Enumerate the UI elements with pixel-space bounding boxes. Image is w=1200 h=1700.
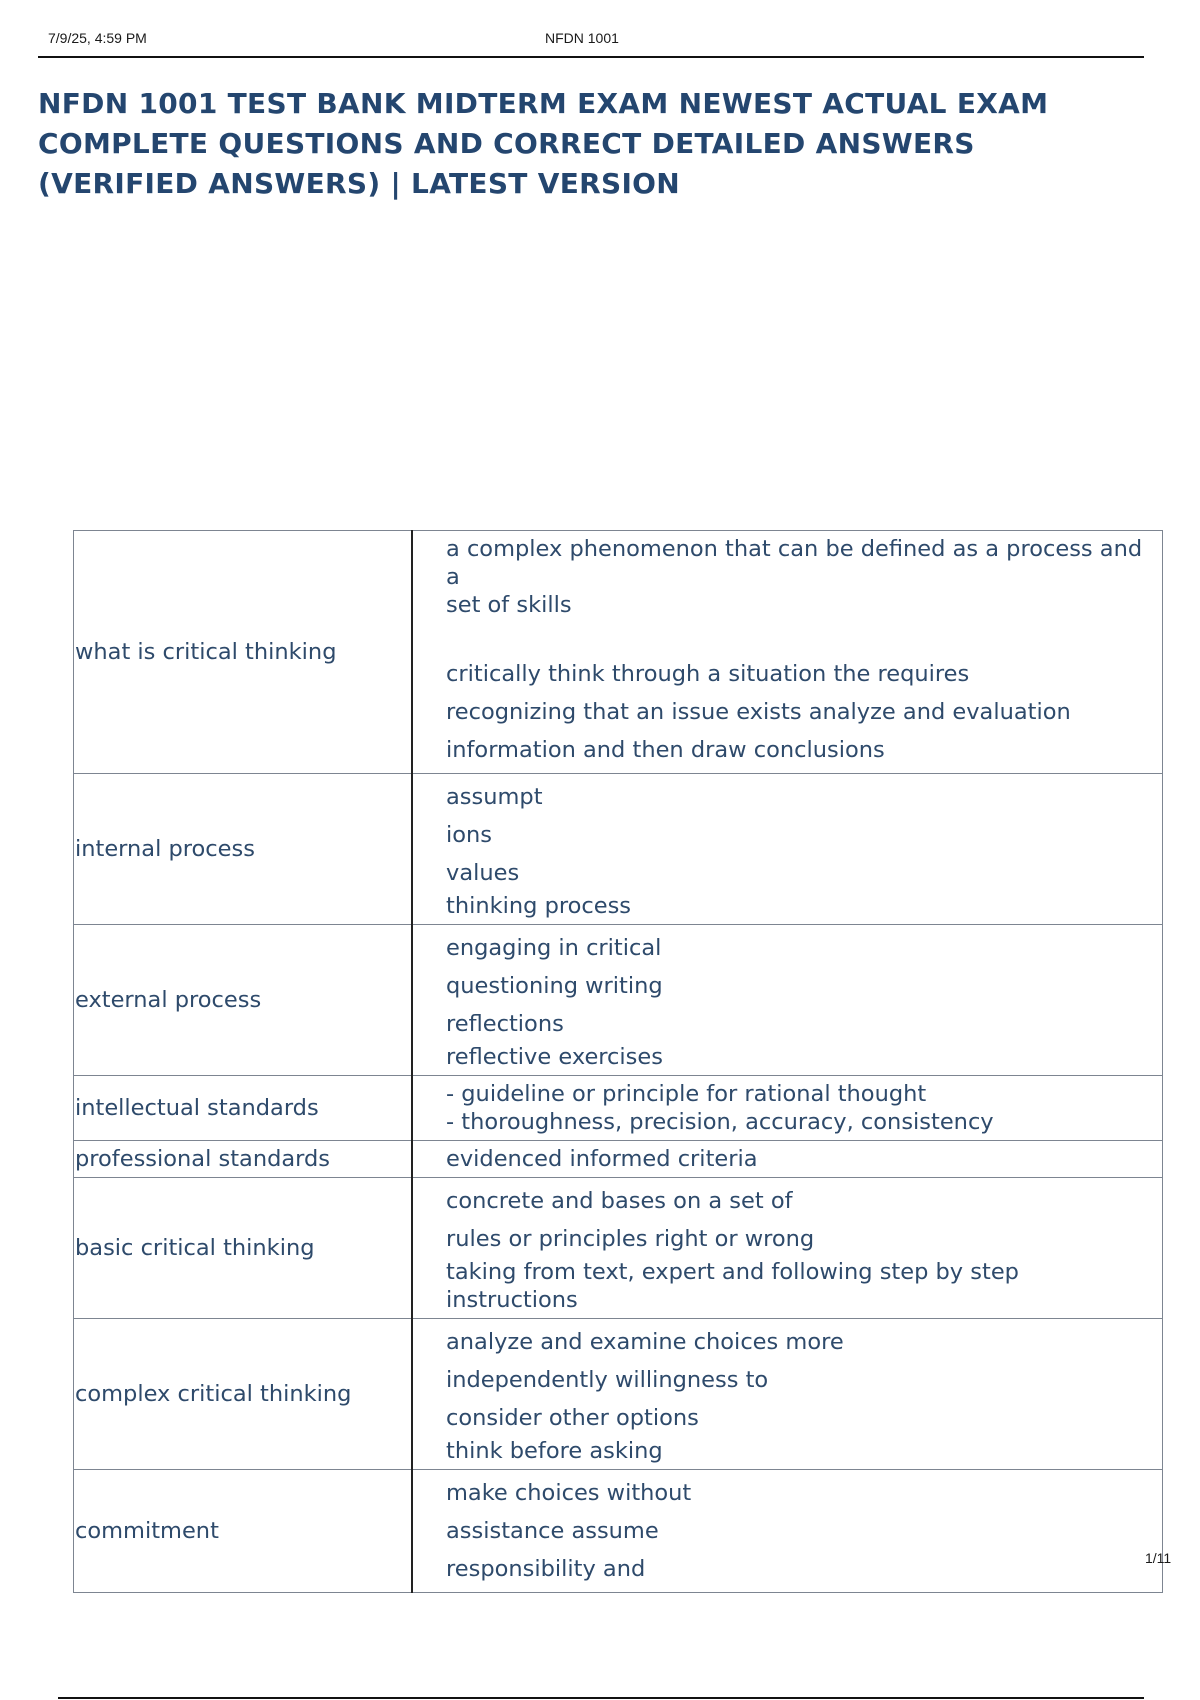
definition-line: ions: [446, 822, 492, 848]
header-divider: [38, 56, 1144, 58]
definition-line: a complex phenomenon that can be defined as a process and a: [446, 536, 1143, 590]
definition-cell: [412, 925, 1163, 1076]
term-cell: commitment: [74, 1470, 413, 1593]
definition-line: values: [446, 860, 520, 886]
table-row: [74, 1319, 1163, 1470]
definition-cell: [412, 774, 1163, 925]
qa-table: [73, 530, 1163, 1593]
definition-line: make choices without: [446, 1480, 692, 1506]
table-row: [74, 1470, 1163, 1593]
definition-line: questioning writing: [446, 973, 663, 999]
table-row: [74, 1178, 1163, 1319]
definition-line: reflections: [446, 1011, 564, 1037]
page-number: 1/11: [1145, 1550, 1172, 1566]
table-row: [74, 531, 1163, 774]
definition-line: consider other options: [446, 1405, 699, 1431]
table-row: [74, 1076, 1163, 1141]
definition-line: assumpt: [446, 784, 543, 810]
table-row: [74, 774, 1163, 925]
definition-cell: [412, 1141, 1163, 1178]
term-cell: complex critical thinking: [74, 1319, 413, 1470]
term-cell: external process: [74, 925, 413, 1076]
definition-line: rules or principles right or wrong: [446, 1226, 815, 1252]
definition-line: engaging in critical: [446, 935, 662, 961]
document-title: NFDN 1001 TEST BANK MIDTERM EXAM NEWEST ACTUAL EXAM COMPLETE QUESTIONS AND CORRECT DETAILED ANSWERS (VERIFIED ANSWERS) | LATEST VERSION: [38, 87, 1049, 200]
term-cell: professional standards: [74, 1141, 413, 1178]
term-cell: what is critical thinking: [74, 531, 413, 774]
definition-line: analyze and examine choices more: [446, 1329, 844, 1355]
page-header: [0, 28, 1200, 58]
spacer: [446, 619, 1148, 655]
definition-line: thinking process: [446, 893, 632, 919]
definition-cell: [412, 1319, 1163, 1470]
definition-line: independently willingness to: [446, 1367, 769, 1393]
definition-line: reflective exercises: [446, 1044, 663, 1070]
definition-line: responsibility and: [446, 1556, 646, 1582]
definition-cell: [412, 531, 1163, 774]
definition-cell: [412, 1470, 1163, 1593]
footer-divider: [58, 1697, 1144, 1699]
term-cell: intellectual standards: [74, 1076, 413, 1141]
table-row: [74, 925, 1163, 1076]
definition-line: recognizing that an issue exists analyze and evaluation: [446, 699, 1071, 725]
term-cell: basic critical thinking: [74, 1178, 413, 1319]
definition-line: evidenced informed criteria: [446, 1146, 758, 1172]
print-timestamp: 7/9/25, 4:59 PM: [48, 30, 147, 46]
definition-line: taking from text, expert and following step by step instructions: [446, 1259, 1019, 1313]
definition-line: concrete and bases on a set of: [446, 1188, 793, 1214]
definition-line: - thoroughness, precision, accuracy, consistency: [446, 1109, 994, 1135]
definition-line: assistance assume: [446, 1518, 659, 1544]
definition-cell: [412, 1076, 1163, 1141]
term-cell: internal process: [74, 774, 413, 925]
definition-line: critically think through a situation the requires: [446, 661, 970, 687]
table-row: [74, 1141, 1163, 1178]
definition-line: - guideline or principle for rational thought: [446, 1081, 927, 1107]
definition-line: think before asking: [446, 1438, 663, 1464]
definition-line: information and then draw conclusions: [446, 737, 885, 763]
definition-cell: [412, 1178, 1163, 1319]
header-title: NFDN 1001: [545, 30, 619, 46]
definition-line: set of skills: [446, 592, 572, 618]
